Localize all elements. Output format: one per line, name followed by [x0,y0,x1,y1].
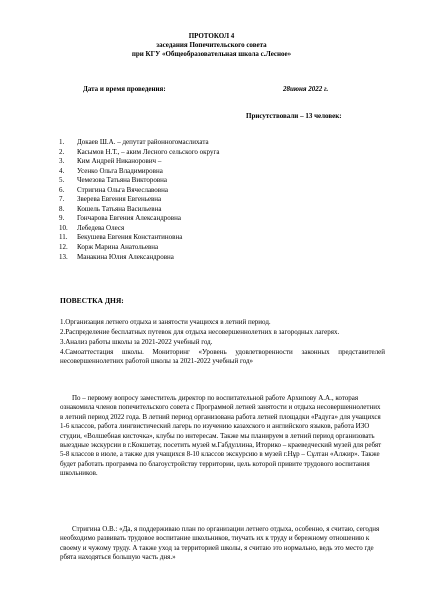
paragraph-first-question: По – первому вопросу заместитель директор по воспитательной работе Архипову А.А., которая ознакомила членов попечительского совета с Программой летней занятости и отдыха несовершеннолетних в летний период 2022 года. В летний период организована работа летней площадки «Радуга» для учащихся 1-6 классов, работа лингвистический лагерь по изучению казахского и английского языков, работа ИЗО студии, «Волшебная кисточка», клубы по интересам. Также мы планируем в летний период организовать выездные экскурсии в г.Кокшетау, посетить музей м.Габдуллина, Иторико – краеведческий музей для ребят 5-8 классов в июле, а также для учащихся 8-10 классов экскурсию в музей г.Нұр – Сұлтан «Алжир». Также будет работать программа по благоустройству территории, цель которой привите трудового воспитания школьников. [60,394,382,478]
agenda-list [60,318,385,367]
list-item: 5. Чемезова Татьяна Викторовна [59,176,168,185]
list-item: 1. Докаев Ш.А. – депутат районногомаслихата [59,138,209,146]
list-item: 10. Лебедева Олеся [59,223,125,232]
list-item: 4. Усенко Ольга Владимировна [59,166,163,175]
paragraph-strigina-comment: Стригина О.В.: «Да, я поддерживаю план по организации летнего отдыха, особенно, я считаю, сегодня необходимо развивать трудовое воспитание школьников, тиучать их к труду и бережному отношению к своему и чужому труду. А также уход за территорией школы, я считаю это нормально, ведь это место где рбята находяться большую часть дня.» [60,525,380,562]
list-item: 8. Кошель Татьяна Васильевна [59,204,162,213]
list-item: 13. Манакина Юлия Александровна [59,252,174,261]
agenda-item: 4.Самоаттестация школы. Мониторинг «Уровень удовлетворенности законных представителей несовершеннолетних работой школы за 2021-2022 учебный год» [60,348,385,365]
list-item: 3. Ким Андрей Никанорович – [59,157,162,166]
member-list [59,138,219,262]
protocol-title: ПРОТОКОЛ 4 [188,32,235,40]
list-item: 9. Гончарова Евгения Александровна [59,214,181,223]
organization-name: при КГУ «Общеобразовательная школа с.Лесное» [131,50,292,58]
list-item: 12. Корж Марина Анатольевна [59,243,159,252]
list-item: 7. Зверева Евгения Евгеньевна [59,195,162,204]
agenda-item: 3.Анализ работы школы за 2021-2022 учебный год. [60,338,213,346]
agenda-item: 1.Организация летнего отдыха и занятости учащихся в летний период. [60,318,271,326]
date-label: Дата и время проведения: [83,85,166,93]
list-item: 11. Бекушева Евгения Константиновна [59,233,183,242]
protocol-subtitle: заседания Попечительского совета [156,41,267,49]
agenda-item: 2.Распределение бесплатных путевок для отдыха несовершеннолетних в загородных лагерях. [60,328,340,336]
agenda-heading: ПОВЕСТКА ДНЯ: [60,296,124,305]
list-item: 6. Стригина Ольга Вячеславовна [59,185,168,194]
list-item: 2. Касымов Н.Т., – аким Лесного сельского округа [59,147,220,156]
attendance-count: Присутствовали – 13 человек: [246,112,342,120]
date-value: 28июня 2022 г. [283,85,329,93]
